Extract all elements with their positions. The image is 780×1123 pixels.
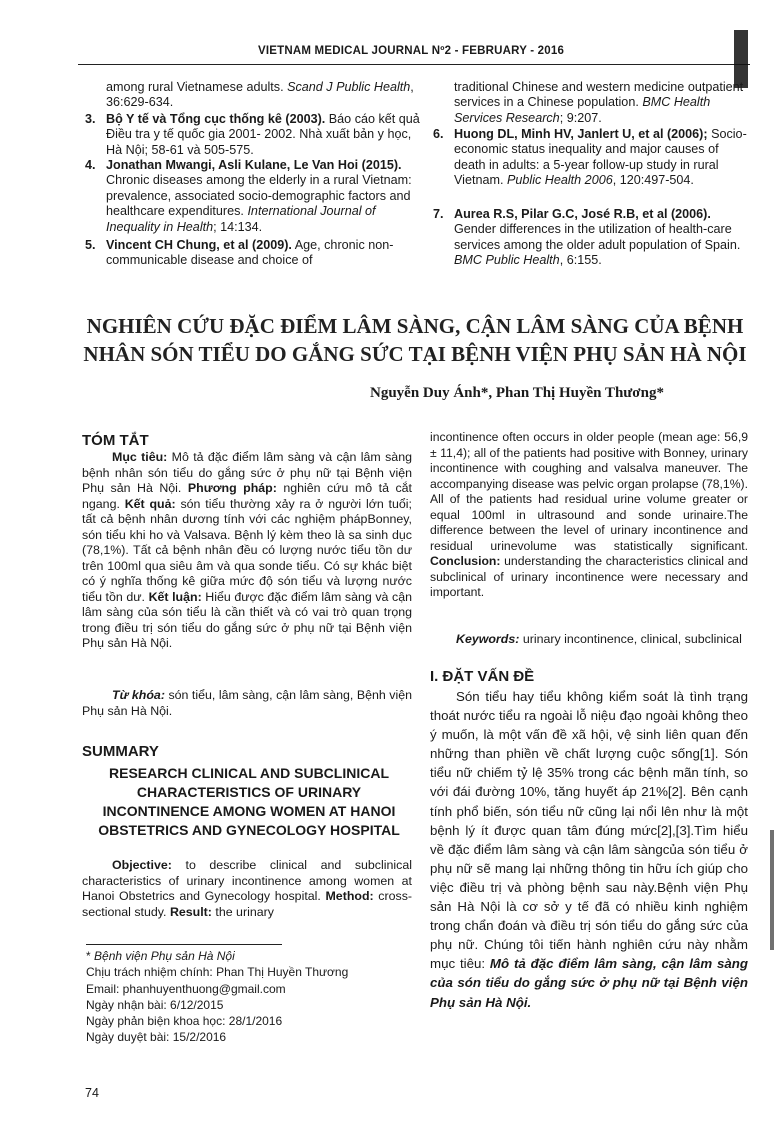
article-title: NGHIÊN CỨU ĐẶC ĐIỂM LÂM SÀNG, CẬN LÂM SÀNG CỦA BỆNH NHÂN SÓN TIỂU DO GẮNG SỨC TẠI BỆNH VIỆN PHỤ SẢN HÀ NỘI <box>83 314 747 366</box>
section-heading-intro: I. ĐẶT VẤN ĐỀ <box>430 668 535 685</box>
reference-7: 7. Aurea R.S, Pilar G.C, José R.B, et al (2006). Gender differences in the utilization of health-care services among the older adult population of Spain. BMC Public Health, 6:155. <box>433 207 741 268</box>
section-heading-tom-tat: TÓM TẮT <box>82 432 149 449</box>
reference-continued-right: traditional Chinese and western medicine outpatient services in a Chinese population. BMC Health Services Research; 9:207. <box>454 80 744 125</box>
reference-continued: among rural Vietnamese adults. Scand J Public Health, 36:629-634. <box>106 80 414 110</box>
abstract-english-continued: incontinence often occurs in older people (mean age: 56,9 ± 11,4); all of the patients had positive with Bonney, urinary incontinence with coughing and valsalva maneuver. The accompanying disease was pelvic organ prolapse (78,1%). All of the patients had residual urine volume greater or equal 100ml in ultrasound and sonde urinaire.The difference between the level of urinary incontinence and residual urinevolume was statistically significant. Conclusion: understanding the characteristics clinical and subclinical of urinary incontinence were necessary and important. <box>430 430 748 599</box>
page-number: 74 <box>85 1086 99 1100</box>
header-rule <box>78 64 750 65</box>
footnote: * Bệnh viện Phụ sản Hà Nội Chịu trách nhiệm chính: Phan Thị Huyền Thương Email: phanhuyenthuong@gmail.com Ngày nhận bài: 6/12/2015 Ngày phản biện khoa học: 28/1/2016 Ngày duyệt bài: 15/2/2016 <box>86 949 349 1045</box>
section-heading-summary: SUMMARY <box>82 743 159 760</box>
article-authors: Nguyễn Duy Ánh*, Phan Thị Huyền Thương* <box>370 385 664 401</box>
keywords-english: Keywords: urinary incontinence, clinical, subclinical <box>456 632 742 646</box>
abstract-vietnamese: Mục tiêu: Mô tả đặc điểm lâm sàng và cận lâm sàng bệnh nhân són tiểu do gắng sức ở phụ nữ tại Bệnh viện Phụ sản Hà Nội. Phương pháp: nghiên cứu mô tả cắt ngang. Kết quả: són tiểu thường xảy ra ở người lớn tuổi; tất cả bệnh nhân dương tính với các nghiệm phápBonney, són tiểu khi ho và Valsava. Bệnh lý kèm theo là sa sinh dục (78,1%). Tất cả bệnh nhân đều có lượng nước tiểu tồn dư trên 100ml qua siêu âm và qua sonde tiểu. Có sự khác biệt có ý nghĩa thống kê giữa mức độ són tiểu và lượng nước tiểu tồn dư. Kết luận: Hiểu được đặc điểm lâm sàng và cận lâm sàng của són tiểu là cần thiết và có vai trò quan trọng trong điều trị són tiểu do gắng sức ở phụ nữ tại Bệnh viện Phụ sản Hà Nội. <box>82 450 412 650</box>
journal-header: VIETNAM MEDICAL JOURNAL Nº2 - FEBRUARY - 2016 <box>258 45 565 57</box>
reference-6: 6. Huong DL, Minh HV, Janlert U, et al (2006); Socio-economic status inequality and major causes of death in adults: a 5-year follow-up study in rural Vietnam. Public Health 2006, 120:497-504. <box>433 127 747 188</box>
reference-3: 3. Bộ Y tế và Tổng cục thống kê (2003). Báo cáo kết quả Điều tra y tế quốc gia 2001- 2002. Nhà xuất bản y học, Hà Nội; 58-61 và 505-575. <box>85 112 420 157</box>
abstract-english: Objective: to describe clinical and subclinical characteristics of urinary incontinence among women at Hanoi Obstetrics and Gynecology hospital. Method: cross-sectional study. Result: the urinary <box>82 858 413 919</box>
summary-title: RESEARCH CLINICAL AND SUBCLINICAL CHARACTERISTICS OF URINARY INCONTINENCE AMONG WOMEN AT HANOI OBSTETRICS AND GYNECOLOGY HOSPITAL <box>98 765 400 838</box>
intro-body: Són tiểu hay tiểu không kiểm soát là tình trạng thoát nước tiểu ra ngoài lỗ niệu đạo ngoài không theo ý muốn, là một vấn đề xã hội, vệ sinh liên quan đến những than phiền về chất lượng cuộc sống[1]. Són tiểu nữ chiếm tỷ lệ 35% trong các bệnh mãn tính, so với đái đường 10%, tăng huyết áp 21%[2]. Bên cạnh tính phổ biến, són tiểu nữ cũng lại nổi lên như là một bệnh lý ít được quan tâm đúng mức[2],[3].Tìm hiểu về đặc điểm lâm sàng và cận lâm sàngcủa són tiểu ở phụ nữ sẽ mang lại những thông tin hữu ích giúp cho việc điều trị và phòng bệnh sau này.Bệnh viện Phụ sản Hà Nội là cơ sở y tế đã có nhiều kinh nghiệm trong chẩn đoán và điều trị són tiểu do gắng sức của phụ nữ. Chúng tôi tiến hành nghiên cứu này nhằm mục tiêu: Mô tả đặc điểm lâm sàng, cận lâm sàng của són tiểu do gắng sức ở phụ nữ tại Bệnh viện Phụ sản Hà Nội. <box>430 689 748 1010</box>
reference-5: 5. Vincent CH Chung, et al (2009). Age, chronic non-communicable disease and choice of <box>85 238 394 268</box>
reference-4: 4. Jonathan Mwangi, Asli Kulane, Le Van Hoi (2015). Chronic diseases among the elderly in a rural Vietnam: prevalence, associated socio-demographic factors and healthcare expenditures. International Journal of Inequality in Health; 14:134. <box>85 158 412 234</box>
keywords-vietnamese: Từ khóa: són tiểu, lâm sàng, cận lâm sàng, Bệnh viện Phụ sản Hà Nội. <box>82 688 412 718</box>
scan-edge-artifact <box>770 830 774 950</box>
footnote-rule <box>86 944 282 945</box>
